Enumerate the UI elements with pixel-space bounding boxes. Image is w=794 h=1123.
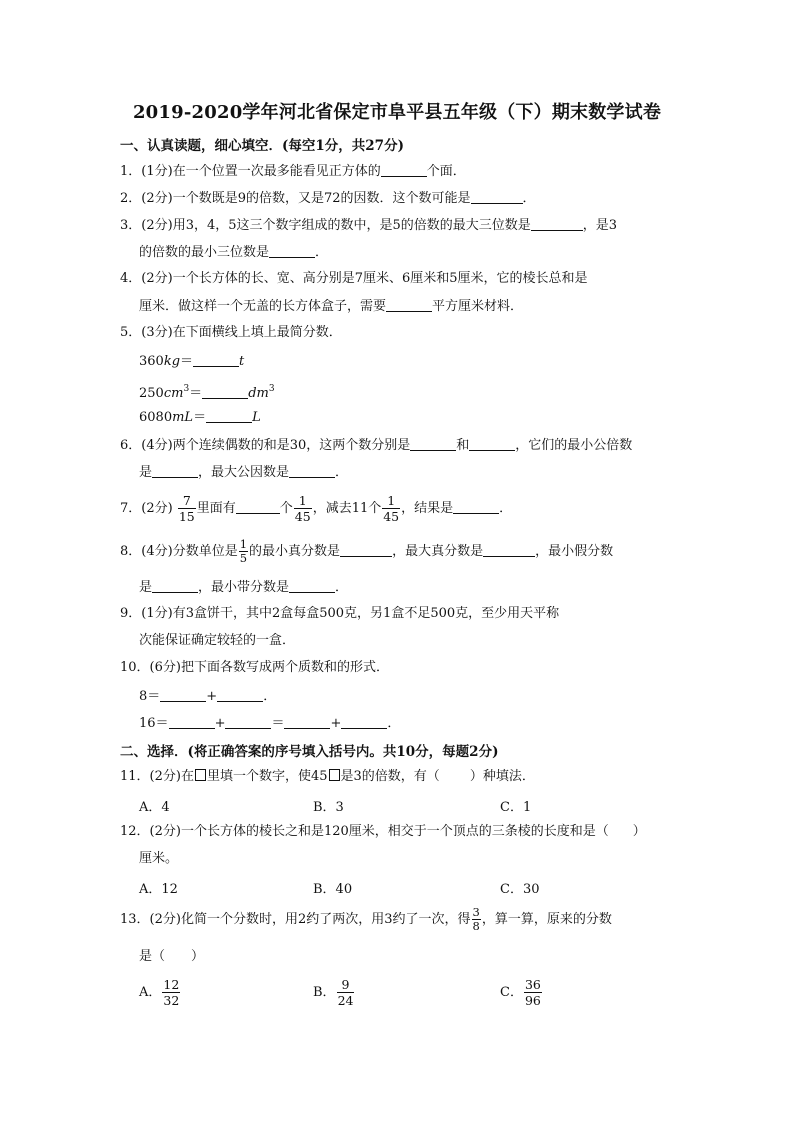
question-10: 10．(6分)把下面各数写成两个质数和的形式． (120, 660, 389, 675)
question-5-line-3: 6080mL＝ L (139, 410, 261, 425)
q12-option-a: A．12 (139, 882, 178, 897)
answer-blank (289, 578, 335, 593)
question-6: 6．(4分)两个连续偶数的和是30，这两个数分别是 和 ，它们的最小公倍数 (120, 438, 633, 453)
q11-option-b: B．3 (313, 800, 344, 815)
question-8: 8．(4分)分数单位是 $\frac{1}{5}$ 的最小真分数是 ，最大真分数是 ，最小假分数 (120, 537, 614, 565)
square-box-icon (329, 769, 340, 781)
question-1: 1．(1分)在一个位置一次最多能看见正方体的 个面． (120, 164, 466, 179)
question-4: 4．(2分)一个长方体的长、宽、高分别是7厘米、6厘米和5厘米，它的棱长总和是 (120, 271, 588, 286)
answer-blank (469, 436, 515, 451)
fraction: $\frac{1}{5}$ (239, 537, 248, 565)
answer-blank (471, 189, 523, 204)
answer-blank (225, 714, 271, 729)
fraction: $\frac{36}{96}$ (524, 977, 541, 1008)
answer-blank (410, 436, 456, 451)
page-title: 2019-2020学年河北省保定市阜平县五年级（下）期末数学试卷 (132, 102, 662, 123)
question-4-cont: 厘米．做这样一个无盖的长方体盒子，需要 平方厘米材料． (139, 299, 524, 314)
answer-blank (483, 542, 535, 557)
answer-blank (386, 297, 432, 312)
q13-option-a: A． $\frac{12}{32}$ (139, 977, 180, 1008)
answer-blank (340, 542, 392, 557)
question-13: 13．(2分)化简一个分数时，用2约了两次，用3约了一次，得 $\frac{3}{8}$ ，算一算，原来的分数 (120, 905, 612, 933)
question-9: 9．(1分)有3盒饼干，其中2盒每盒500克，另1盒不足500克，至少用天平称 (120, 606, 560, 621)
answer-blank (284, 714, 330, 729)
question-5: 5．(3分)在下面横线上填上最简分数． (120, 325, 342, 340)
fraction: $\frac{1}{45}$ (383, 493, 400, 524)
question-3: 3．(2分)用3，4，5这三个数字组成的数中，是5的倍数的最大三位数是 ，是3 (120, 218, 618, 233)
answer-blank (531, 216, 583, 231)
answer-blank (152, 463, 198, 478)
question-10-line-2: 16＝ + ＝ + ． (139, 716, 401, 731)
question-2: 2．(2分)一个数既是9的倍数，又是72的因数．这个数可能是 ． (120, 191, 536, 206)
answer-blank (217, 687, 263, 702)
question-11: 11．(2分)在 里填一个数字，使45 是3的倍数，有（ ）种填法． (120, 769, 535, 784)
question-10-line-1: 8＝ + ． (139, 689, 277, 704)
question-12-cont: 厘米。 (139, 851, 179, 866)
q11-option-c: C．1 (500, 800, 532, 815)
answer-blank (381, 162, 427, 177)
question-9-cont: 次能保证确定较轻的一盒． (139, 633, 296, 648)
fraction: $\frac{3}{8}$ (472, 905, 480, 933)
question-12: 12．(2分)一个长方体的棱长之和是120厘米，相交于一个顶点的三条棱的长度和是（ ） (120, 824, 646, 839)
answer-blank (193, 352, 239, 367)
answer-blank (152, 578, 198, 593)
answer-blank (289, 463, 335, 478)
answer-blank (206, 408, 252, 423)
answer-blank (236, 499, 280, 514)
question-8-cont: 是 ，最小带分数是 ． (139, 580, 349, 595)
section-2-heading: 二、选择．(将正确答案的序号填入括号内。共10分，每题2分) (120, 744, 499, 760)
q13-option-b: B． $\frac{9}{24}$ (313, 977, 354, 1008)
fraction: $\frac{9}{24}$ (337, 977, 354, 1008)
fraction: $\frac{1}{45}$ (294, 493, 311, 524)
question-13-cont: 是（ ） (139, 949, 205, 964)
q12-option-c: C．30 (500, 882, 540, 897)
answer-blank (453, 499, 499, 514)
answer-blank (202, 384, 248, 399)
answer-blank (160, 687, 206, 702)
section-1-heading: 一、认真读题，细心填空．(每空1分，共27分) (120, 138, 404, 154)
answer-blank (269, 243, 315, 258)
fraction: $\frac{12}{32}$ (163, 977, 180, 1008)
question-5-line-2: $250cm^3= dm^3$ (139, 384, 275, 401)
q12-option-b: B．40 (313, 882, 353, 897)
square-box-icon (195, 769, 206, 781)
question-5-line-1: 360kg＝ t (139, 354, 245, 369)
q13-option-c: C． $\frac{36}{96}$ (500, 977, 541, 1008)
fraction: $\frac{7}{15}$ (178, 493, 195, 524)
question-6-cont: 是 ，最大公因数是 ． (139, 465, 349, 480)
question-3-cont: 的倍数的最小三位数是 ． (139, 245, 329, 260)
answer-blank (341, 714, 387, 729)
question-7: 7．(2分) $\frac{7}{15}$ 里面有 个 $\frac{1}{45}$ ，减去11个 $\frac{1}{45}$ ，结果是 ． (120, 493, 513, 524)
answer-blank (169, 714, 215, 729)
q11-option-a: A．4 (139, 800, 170, 815)
